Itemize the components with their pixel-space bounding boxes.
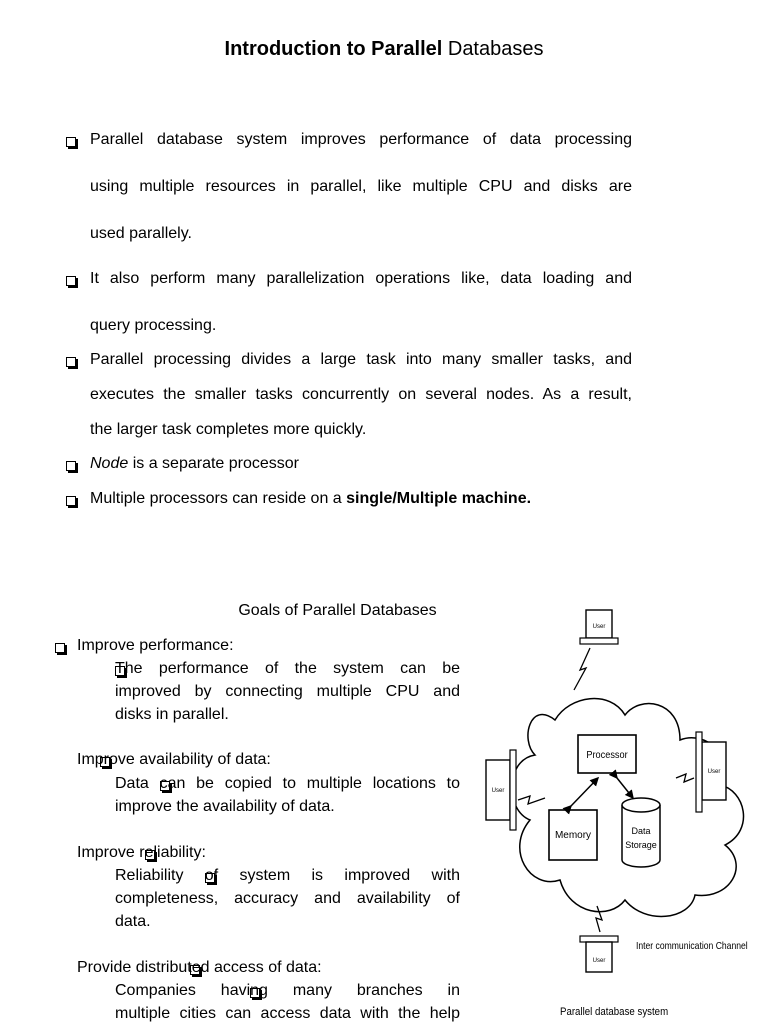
intro-line: using multiple resources in parallel, like multiple CPU and disks are <box>90 178 632 195</box>
goal-sub-line: improve the availability of data. <box>115 798 335 815</box>
goal-sub-line: multiple cities can access data with the help <box>115 1005 460 1022</box>
memory-label: Memory <box>554 830 592 841</box>
intro-line: It also perform many parallelization operations like, data loading and <box>90 270 632 287</box>
user-label: User <box>707 769 721 775</box>
storage-cylinder <box>622 805 660 867</box>
goal-sub-line: Data can be copied to multiple locations to <box>115 775 460 792</box>
processor-label: Processor <box>586 749 628 762</box>
intro-line: executes the smaller tasks concurrently on several nodes. As a result, <box>90 386 632 403</box>
user-terminal-left <box>486 750 516 830</box>
parallel-database-diagram <box>478 600 768 1024</box>
goal-sub-line: The performance of the system can be <box>115 660 460 677</box>
machine-bold: single/Multiple machine. <box>346 490 532 507</box>
intro-line: the larger task completes more quickly. <box>90 421 367 438</box>
goal-label: Improve availability of data: <box>77 751 271 768</box>
checkbox-bullet-icon <box>55 643 65 653</box>
storage-label-1: Data <box>631 826 651 836</box>
goal-label: Improve performance: <box>77 637 234 654</box>
goal-sub-line: data. <box>115 913 151 930</box>
intro-line: query processing. <box>90 317 217 334</box>
link-top <box>574 648 590 690</box>
channel-label: Inter communication Channel <box>636 940 748 952</box>
user-terminal-top <box>580 610 618 644</box>
goal-sub-line: Companies having many branches in <box>115 982 460 999</box>
goal-label: Provide distributed access of data: <box>77 959 322 976</box>
intro-line: used parallely. <box>90 225 192 242</box>
user-terminal-bottom <box>580 936 618 972</box>
title-bold: Introduction to Parallel <box>224 38 443 60</box>
goal-sub-line: completeness, accuracy and availability of <box>115 890 460 907</box>
goals-title: Goals of Parallel Databases <box>238 602 437 619</box>
user-label: User <box>592 624 606 630</box>
goal-sub-line: disks in parallel. <box>115 706 229 723</box>
diagram-caption: Parallel database system <box>560 1006 669 1019</box>
node-term: Node <box>90 455 129 472</box>
user-terminal-right <box>696 732 726 812</box>
user-label: User <box>592 958 606 964</box>
user-label: User <box>491 788 505 794</box>
intro-line: Parallel processing divides a large task into many smaller tasks, and <box>90 351 632 368</box>
intro-line: Parallel database system improves performance of data processing <box>90 131 632 148</box>
node-text: is a separate processor <box>128 455 299 472</box>
goal-sub-line: improved by connecting multiple CPU and <box>115 683 460 700</box>
goal-sub-line: Reliability of system is improved with <box>115 867 460 884</box>
machine-text: Multiple processors can reside on a <box>90 490 347 507</box>
goal-label: Improve reliability: <box>77 844 206 861</box>
storage-label-2: Storage <box>625 840 657 850</box>
title-rest: Databases <box>442 38 544 60</box>
